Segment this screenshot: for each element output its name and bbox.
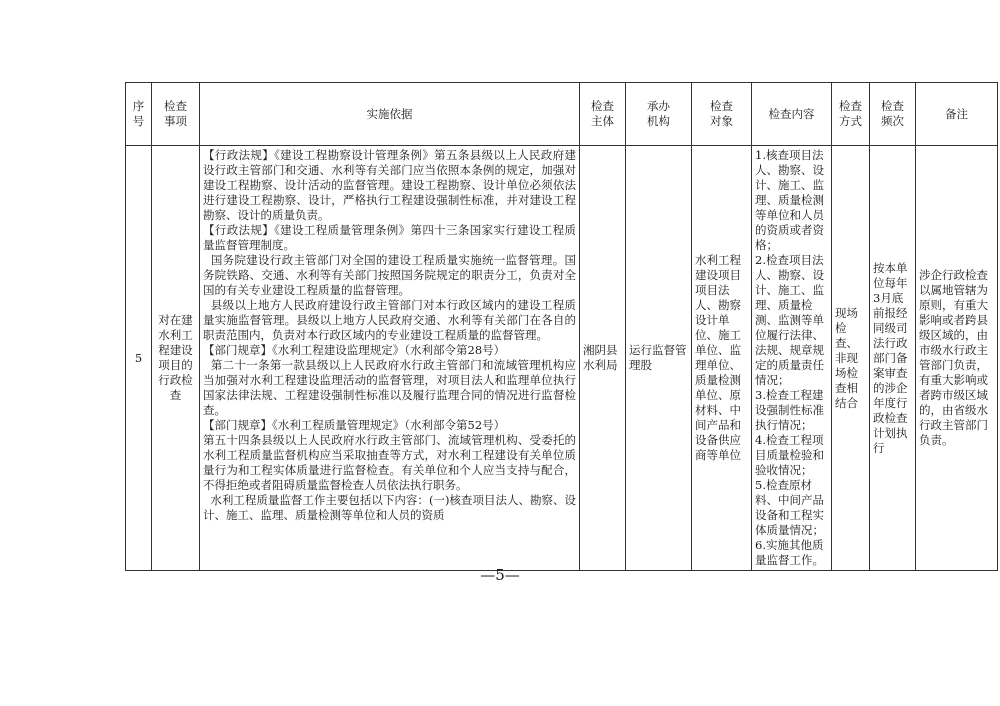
header-method: 检查 方式 [832,83,870,146]
row-content: 1.核查项目法人、勘察、设计、施工、监理、质量检测等单位和人员的资质或者资格； 2.检查项目法人、勘察、设计、施工、监理、质量检测、监测等单位履行法律、法规、规章规定的质量责任情况； 3.检查工程建设强制性标准执行情况； 4.检查工程项目质量检验和验收情况； 5.检查原材料、中间产品设备和工程实体质量情况； 6.实施其他质量监督工作。 [752,146,832,571]
table-header-row [126,83,998,146]
header-basis: 实施依据 [200,83,580,146]
row-basis: 【行政法规】《建设工程勘察设计管理条例》第五条县级以上人民政府建设行政主管部门和交通、水利等有关部门应当依照本条例的规定，加强对建设工程勘察、设计活动的监督管理。建设工程勘察、设计单位必须依法进行建设工程勘察、设计，严格执行工程建设强制性标准，并对建设工程勘察、设计的质量负责。 【行政法规】《建设工程质量管理条例》第四十三条国家实行建设工程质量监督管理制度。 国务院建设行政主管部门对全国的建设工程质量实施统一监督管理。国务院铁路、交通、水利等有关部门按照国务院规定的职责分工，负责对全国的有关专业建设工程质量的监督管理。 县级以上地方人民政府建设行政主管部门对本行政区域内的建设工程质量实施监督管理。县级以上地方人民政府交通、水利等有关部门在各自的职责范围内，负责对本行政区域内的专业建设工程质量的监督管理。 【部门规章】《水利工程建设监理规定》（水利部令第28号） 第二十一条第一款县级以上人民政府水行政主管部门和流域管理机构应当加强对水利工程建设监理活动的监督管理，对项目法人和监理单位执行国家法律法规、工程建设强制性标准以及履行监理合同的情况进行监督检查。 【部门规章】《水利工程质量管理规定》（水利部令第52号） 第五十四条县级以上人民政府水行政主管部门、流域管理机构、受委托的水利工程质量监督机构应当采取抽查等方式，对水利工程建设有关单位质量行为和工程实体质量进行监督检查。有关单位和个人应当支持与配合，不得拒绝或者阻碍质量监督检查人员依法执行职务。 水利工程质量监督工作主要包括以下内容：(一)核查项目法人、勘察、设计、施工、监理、质量检测等单位和人员的资质 [200,146,580,571]
header-subject: 检查 主体 [580,83,626,146]
page-number: —5— [480,566,520,584]
row-agency: 运行监督管理股 [626,146,692,571]
header-item: 检查 事项 [152,83,200,146]
row-item: 对在建 水利工 程建设 项目的 行政检 查 [152,146,200,571]
row-object: 水利工程建设项目项目法人、勘察设计单位、施工单位、监理单位、质量检测单位、原材料、中间产品和设备供应商等单位 [692,146,752,571]
header-remark: 备注 [916,83,998,146]
inspection-table [125,82,998,571]
header-agency: 承办 机构 [626,83,692,146]
row-subject: 湘阴县水利局 [580,146,626,571]
header-freq: 检查 频次 [870,83,916,146]
row-freq: 按本单位每年3月底前报经同级司法行政部门备案审查的涉企年度行政检查计划执行 [870,146,916,571]
table-row [126,146,998,571]
row-method: 现场检查、非现场检查相结合 [832,146,870,571]
header-content: 检查内容 [752,83,832,146]
header-seq: 序 号 [126,83,152,146]
row-seq: 5 [126,146,152,571]
header-object: 检查 对象 [692,83,752,146]
row-remark: 涉企行政检查以属地管辖为原则，有重大影响或者跨县级区域的，由市级水行政主管部门负责，有重大影响或者跨市级区域的，由省级水行政主管部门负责。 [916,146,998,571]
